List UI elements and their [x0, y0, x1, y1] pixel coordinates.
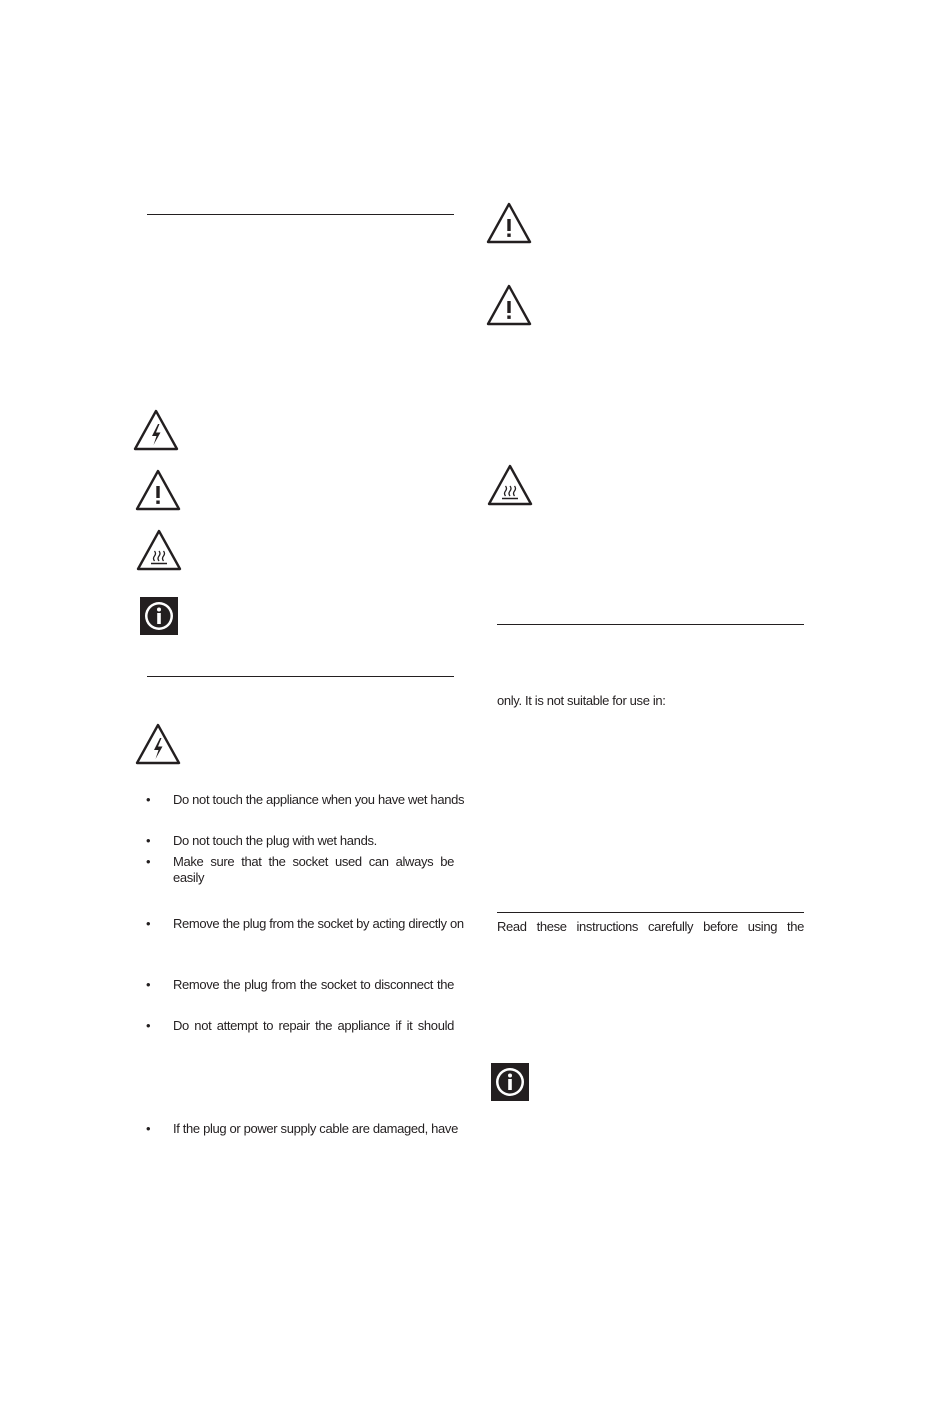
section-divider-instructions — [497, 912, 804, 913]
section-divider-middle-left — [147, 676, 454, 677]
electric-shock-warning-icon — [135, 723, 181, 765]
instructions-text: Read these instructions carefully before using the — [497, 919, 804, 934]
bullet-marker: • — [146, 977, 151, 992]
electric-shock-warning-icon — [133, 409, 179, 451]
list-item: Remove the plug from the socket by acting directly on — [173, 916, 464, 931]
bullet-marker: • — [146, 833, 151, 848]
information-icon — [140, 597, 178, 635]
intended-use-text: only. It is not suitable for use in: — [497, 693, 666, 708]
hot-surface-warning-icon — [487, 464, 533, 506]
bullet-marker: • — [146, 854, 151, 869]
list-item: Make sure that the socket used can always be easily — [173, 854, 454, 885]
list-item: Do not attempt to repair the appliance if it should — [173, 1018, 454, 1033]
general-warning-icon — [486, 284, 532, 326]
hot-surface-warning-icon — [136, 529, 182, 571]
list-item: Do not touch the plug with wet hands. — [173, 833, 377, 848]
section-divider-top-left — [147, 214, 454, 215]
information-icon — [491, 1063, 529, 1101]
general-warning-icon — [135, 469, 181, 511]
bullet-marker: • — [146, 1121, 151, 1136]
bullet-marker: • — [146, 916, 151, 931]
general-warning-icon — [486, 202, 532, 244]
list-item: If the plug or power supply cable are damaged, have — [173, 1121, 458, 1136]
list-item: Remove the plug from the socket to disconnect the — [173, 977, 454, 992]
bullet-marker: • — [146, 792, 151, 807]
bullet-marker: • — [146, 1018, 151, 1033]
section-divider-intended-use — [497, 624, 804, 625]
list-item: Do not touch the appliance when you have wet hands — [173, 792, 465, 807]
